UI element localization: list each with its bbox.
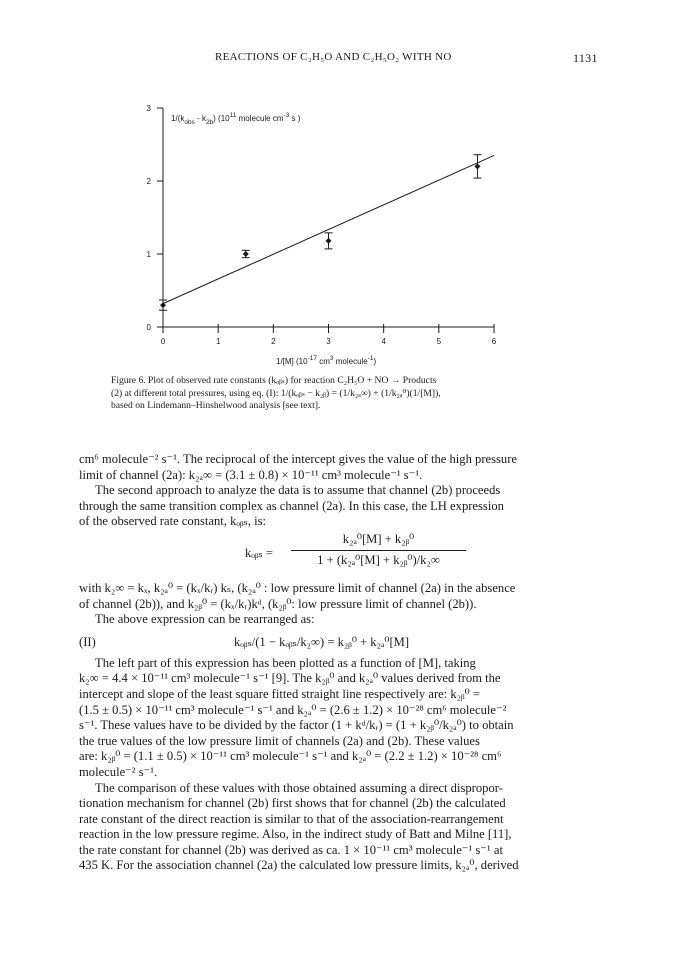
text-line: rate constant of the direct reaction is similar to that of the association-rearrangement [79, 811, 504, 826]
figure-6-plot [0, 0, 673, 380]
y-tick-label: 0 [146, 323, 151, 332]
equation-label: (II) [79, 634, 96, 649]
equation-expression: kₒᵦₛ/(1 − kₒᵦₛ/k₂∞) = k₂ᵦ⁰ + k₂ₐ⁰[M] [234, 634, 410, 649]
text-line: limit of channel (2a): k₂ₐ∞ = (3.1 ± 0.8) × 10⁻¹¹ cm³ molecule⁻¹ s⁻¹. [79, 467, 423, 482]
text-line: the rate constant for channel (2b) was derived as ca. 1 × 10⁻¹¹ cm³ molecule⁻¹ s⁻¹ at [79, 842, 503, 857]
text-line: are: k₂ᵦ⁰ = (1.1 ± 0.5) × 10⁻¹¹ cm³ molecule⁻¹ s⁻¹ and k₂ₐ⁰ = (2.2 ± 1.2) × 10⁻²⁸ cm⁶ [79, 749, 502, 764]
equation-fraction [291, 532, 466, 568]
fit-line [163, 155, 494, 303]
text-line: reaction in the low pressure regime. Also, in the indirect study of Batt and Milne [11], [79, 827, 512, 842]
text-line: of the observed rate constant, kₒᵦₛ, is: [79, 514, 266, 529]
text-line: The above expression can be rearranged as: [95, 612, 315, 627]
x-tick-label: 0 [160, 337, 166, 346]
x-tick-label: 2 [271, 337, 276, 346]
equation-ii [79, 632, 601, 654]
x-tick-label: 3 [326, 337, 331, 346]
text-line: tionation mechanism for channel (2b) first shows that for channel (2b) the calculated [79, 796, 506, 811]
page-number: 1131 [573, 51, 598, 65]
x-tick-label: 5 [436, 337, 442, 346]
caption-line: Figure 6. Plot of observed rate constants (kₒᵦₛ) for reaction C₂H₅O + NO → Products [111, 375, 437, 386]
text-line: The left part of this expression has been plotted as a function of [M], taking [95, 655, 476, 670]
data-point [326, 238, 332, 244]
plot-axes [147, 104, 497, 346]
text-line: of channel (2b)), and k₂ᵦ⁰ = (kₓ/kᵣ)kᵈ, (k₂ᵦ⁰: low pressure limit of channel (2b)). [79, 596, 477, 611]
x-tick-label: 1 [215, 337, 221, 346]
y-tick-label: 3 [146, 104, 151, 113]
x-tick-label: 6 [491, 337, 497, 346]
text-line: the true values of the low pressure limit of channels (2a) and (2b). These values [79, 733, 480, 748]
text-line: (1.5 ± 0.5) × 10⁻¹¹ cm³ molecule⁻¹ s⁻¹ and k₂ₐ⁰ = (2.6 ± 1.2) × 10⁻²⁸ cm⁶ molecule⁻² [79, 702, 507, 717]
text-line: molecule⁻² s⁻¹. [79, 764, 158, 779]
body-text [79, 452, 601, 874]
equation-lhs: kₒᵦₛ = [245, 545, 273, 560]
running-title: REACTIONS OF C₂H₅O AND C₂H₅O₂ WITH NO [215, 51, 452, 63]
data-point [243, 251, 249, 257]
text-line: The second approach to analyze the data is to assume that channel (2b) proceeds [95, 483, 501, 498]
equation-numerator: k₂ₐ⁰[M] + k₂ᵦ⁰ [291, 532, 466, 551]
caption-line: based on Lindemann–Hinshelwood analysis [see text]. [111, 400, 321, 411]
y-axis-title: $1/(k_{obs} - k_{2b})$ ($10^{11}$ molecule $cm^{-3}$ s ) [171, 112, 301, 126]
text-line: with k₂∞ = kₓ, k₂ₐ⁰ = (kₓ/kᵣ) kₛ, (k₂ₐ⁰ : low pressure limit of channel (2a) in the absence [79, 580, 516, 595]
text-line: through the same transition complex as channel (2a). In this case, the LH expression [79, 498, 504, 513]
y-tick-label: 1 [146, 250, 151, 259]
caption-line: (2) at different total pressures, using eq. (I): 1/(kₒᵦₛ − k₂ᵦ) = (1/k₂ₐ∞) + (1/k₂ₐ⁰)(1/[M]), [111, 387, 441, 399]
text-line: The comparison of these values with those obtained assuming a direct dispropor- [95, 780, 503, 795]
text-line: intercept and slope of the least square fitted straight line respectively are: k₂ᵦ⁰ = [79, 686, 480, 701]
text-line: 435 K. For the association channel (2a) the calculated low pressure limits, k₂ₐ⁰, derived [79, 858, 519, 873]
x-tick-label: 4 [381, 337, 386, 346]
equation-lh [79, 532, 601, 578]
plot-marks [159, 155, 494, 310]
x-axis-title: 1/[M] ($10^{-17}$ $cm^3$ molecule$^{-1}$) [276, 355, 377, 366]
text-line: cm⁶ molecule⁻² s⁻¹. The reciprocal of the intercept gives the value of the high pressure [79, 452, 517, 466]
y-tick-label: 2 [146, 177, 151, 186]
text-line: s⁻¹. These values have to be divided by the factor (1 + kᵈ/kᵣ) = (1 + k₂ᵦ⁰/k₂ₐ⁰) to obtain [79, 718, 514, 733]
text-line: k₂∞ = 4.4 × 10⁻¹¹ cm³ molecule⁻¹ s⁻¹ [9]. The k₂ᵦ⁰ and k₂ₐ⁰ values derived from the [79, 671, 501, 686]
figure-caption [111, 375, 581, 413]
equation-denominator: 1 + (k₂ₐ⁰[M] + k₂ᵦ⁰)/k₂∞ [317, 552, 440, 567]
